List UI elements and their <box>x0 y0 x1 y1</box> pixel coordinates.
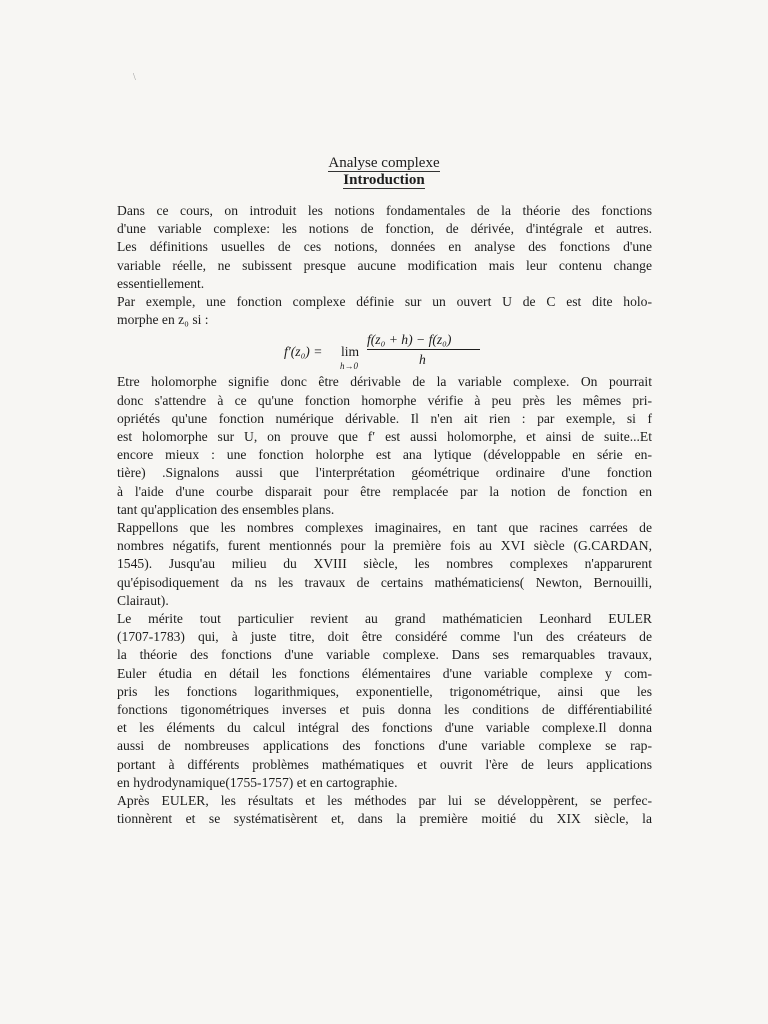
formula-lim-subscript: h→0 <box>340 361 358 372</box>
text-line: Dans ce cours, on introduit les notions fondamentales de la théorie des fonctions <box>117 203 652 218</box>
text-line: fonctions tigonométriques inverses et puis donna les conditions de différentiabilité <box>117 702 652 718</box>
text-line: encore mieux : une fonction holorphe est ana lytique (développable en série en- <box>117 447 652 463</box>
paragraph-holomorphe <box>117 373 652 519</box>
paragraph-euler <box>117 610 652 792</box>
document-subtitle: Introduction <box>343 172 425 188</box>
text-line: Rappellons que les nombres complexes imaginaires, en tant que racines carrées de <box>117 520 652 536</box>
paragraph-example <box>117 293 652 329</box>
document-body <box>117 202 652 829</box>
text-line: Etre holomorphe signifie donc être dérivable de la variable complexe. On pourrait <box>117 374 652 390</box>
text-line: variable réelle, ne subissent presque aucune modification mais leur contenu change <box>117 257 652 273</box>
text-line: pris les fonctions logarithmiques, exponentielle, trigonométrique, ainsi que les <box>117 683 652 699</box>
text-line: tant qu'application des ensembles plans. <box>117 501 335 517</box>
paragraph-history <box>117 519 652 610</box>
document-title: Analyse complexe <box>328 155 440 171</box>
text-line: essentiellement. <box>117 275 205 291</box>
text-line: aussi de nombreuses applications des fonctions d'une variable complexe se rap- <box>117 738 652 754</box>
text-line: à l'aide d'une courbe disparait pour être remplacée par la notion de fonction en <box>117 483 652 499</box>
text-line: Les définitions usuelles de ces notions, données en analyse des fonctions d'une <box>117 239 652 255</box>
text-line: est holomorphe sur U, on prouve que f′ est aussi holomorphe, et ainsi de suite...Et <box>117 429 652 445</box>
paragraph-intro <box>117 202 652 293</box>
paragraph-after-euler <box>117 792 652 828</box>
text-line: et les éléments du calcul intégral des fonctions d'une variable complexe.Il donna <box>117 720 652 736</box>
title-block <box>0 155 768 189</box>
text-line: donc s'attendre à ce qu'une fonction homorphe vérifie à peu près les mêmes pri- <box>117 392 652 408</box>
text-line: 1545). Jusqu'au milieu du XVIII siècle, les nombres complexes n'apparurent <box>117 556 652 572</box>
text-line: Après EULER, les résultats et les méthodes par lui se développèrent, se perfec- <box>117 793 652 809</box>
scan-speck: \ <box>133 72 136 83</box>
text-line: qu'épisodiquement da ns les travaux de certains mathématiciens( Newton, Bernouilli, <box>117 574 652 590</box>
text-line: portant à différents problèmes mathématiques et ouvrit l'ère de leurs applications <box>117 756 652 772</box>
text-line: opriétés qu'une fonction numérique dérivable. Il n'en ait rien : par exemple, si f <box>117 410 652 426</box>
text-line: morphe en z₀ si : <box>117 312 209 328</box>
text-line: la théorie des fonctions d'une variable complexe. Dans ses remarquables travaux, <box>117 647 652 663</box>
text-line: Le mérite tout particulier revient au grand mathématicien Leonhard EULER <box>117 611 652 627</box>
formula-denominator: h <box>419 352 426 368</box>
formula-numerator: f(z₀ + h) − f(z₀) <box>367 332 452 348</box>
text-line: d'une variable complexe: les notions de fonction, de dérivée, d'intégrale et autres. <box>117 221 652 237</box>
derivative-formula <box>117 331 652 372</box>
text-line: (1707-1783) qui, à juste titre, doit être considéré comme l'un des créateurs de <box>117 629 652 645</box>
fraction-bar <box>367 349 480 350</box>
formula-lhs: f′(z₀) = <box>284 344 323 360</box>
formula-lim: lim <box>341 344 360 360</box>
text-line: nombres négatifs, furent mentionnés pour la première fois au XVI siècle (G.CARDAN, <box>117 538 652 554</box>
text-line: Clairaut). <box>117 592 169 608</box>
text-line: tionnèrent et se systématisèrent et, dans la première moitié du XIX siècle, la <box>117 811 652 827</box>
text-line: Par exemple, une fonction complexe définie sur un ouvert U de C est dite holo- <box>117 294 652 310</box>
text-line: tière) .Signalons aussi que l'interprétation géométrique ordinaire d'une fonction <box>117 465 652 481</box>
text-line: Euler étudia en détail les fonctions élémentaires d'une variable complexe y com- <box>117 665 652 681</box>
text-line: en hydrodynamique(1755-1757) et en cartographie. <box>117 774 398 790</box>
